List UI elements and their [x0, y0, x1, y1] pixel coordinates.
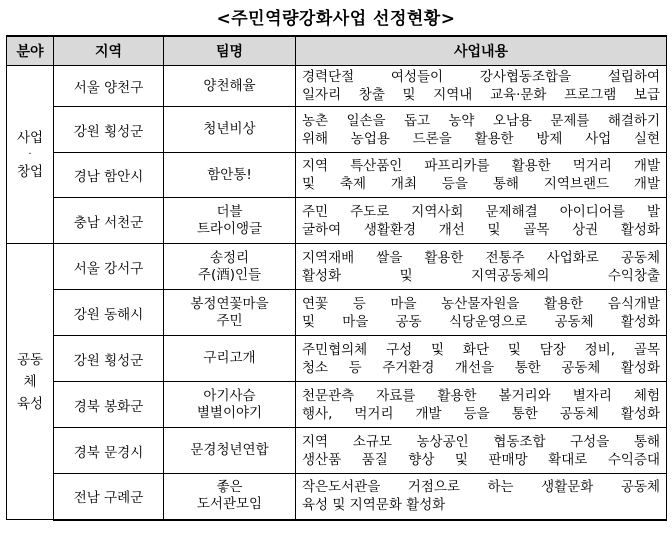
description-cell: [296, 474, 667, 520]
team-name: 양천해율: [203, 77, 256, 94]
category-text: 사업: [16, 129, 44, 146]
team-cell: [164, 474, 296, 520]
description-cell: [296, 66, 667, 107]
region-cell: 서울 양천구: [54, 66, 164, 107]
table-header-row: [7, 36, 667, 66]
team-cell: [164, 290, 296, 336]
category-text: 창업: [16, 163, 44, 180]
description-line: 굴하여 생활환경 개선 및 골목 상권 활성화: [302, 221, 660, 238]
team-cell: [164, 244, 296, 290]
team-cell: [164, 66, 296, 107]
region-cell: 경북 문경시: [54, 428, 164, 474]
description-cell: [296, 290, 667, 336]
team-cell: [164, 198, 296, 244]
category-cell: [7, 66, 54, 244]
table-row: [7, 66, 667, 107]
table-row: [7, 382, 667, 428]
header-team: 팀명: [164, 36, 296, 66]
team-cell: [164, 107, 296, 153]
team-name: 송정리: [209, 249, 250, 266]
region-cell: 강원 횡성군: [54, 336, 164, 382]
description-cell: [296, 153, 667, 198]
description-line: 지역 특산품인 파프리카를 활용한 먹거리 개발: [302, 158, 660, 174]
description-line: 행사, 먹거리 개발 등을 통한 공동체 활성화: [302, 405, 660, 422]
team-name: 아기사슴: [203, 387, 256, 404]
region-cell: 서울 강서구: [54, 244, 164, 290]
page-title: <주민역량강화사업 선정현황>: [216, 9, 456, 29]
team-name: 도서관모임: [196, 496, 263, 513]
team-name: 함안통!: [207, 166, 252, 183]
description-line: 활성화 및 지역공동체의 수익창출: [302, 267, 660, 284]
description-cell: [296, 198, 667, 244]
team-name: 구리고개: [203, 350, 256, 366]
table-row: [7, 336, 667, 382]
table-row: [7, 107, 667, 153]
team-cell: [164, 428, 296, 474]
description-line: 육성 및 지역문화 활성화: [302, 497, 446, 514]
category-text: 체: [23, 373, 37, 390]
header-region: 지역: [54, 36, 164, 66]
team-cell: [164, 153, 296, 198]
header-field: 분야: [7, 36, 54, 66]
description-line: 일자리 창출 및 지역내 교육·문화 프로그램 보급: [302, 87, 660, 103]
team-name: 트라이앵글: [196, 220, 263, 237]
table-row: [7, 244, 667, 290]
team-cell: [164, 382, 296, 428]
category-cell: [7, 244, 54, 520]
table-row: [7, 153, 667, 198]
team-name: 문경청년연합: [190, 442, 269, 458]
region-cell: 경남 함안시: [54, 153, 164, 198]
description-line: 주민 주도로 지역사회 문제해결 아이디어를 발: [302, 203, 660, 220]
team-name: 봉정연꽃마을: [190, 295, 269, 312]
team-name: 별별이야기: [196, 404, 263, 421]
description-line: 경력단절 여성들이 강사협동조합을 설립하여: [302, 69, 660, 85]
description-line: 생산품 품질 향상 및 판매망 확대로 수익증대: [302, 451, 660, 468]
description-line: 위해 농업용 드론을 활용한 방제 사업 실현: [302, 130, 660, 147]
selection-table: [6, 35, 667, 521]
description-line: 작은도서관을 거점으로 하는 생활문화 공동체: [302, 479, 660, 496]
description-line: 천문관측 자료를 활용한 볼거리와 별자리 체험: [302, 387, 660, 404]
team-name: 주민: [216, 312, 243, 329]
region-cell: 경북 봉화군: [54, 382, 164, 428]
region-cell: 전남 구례군: [54, 474, 164, 520]
description-cell: [296, 336, 667, 382]
table-row: [7, 290, 667, 336]
region-cell: 강원 횡성군: [54, 107, 164, 153]
team-name: 더블: [216, 203, 243, 220]
description-line: 지역재배 쌀을 활용한 전통주 사업화로 공동체: [302, 249, 660, 266]
description-line: 농촌 일손을 돕고 농약 오남용 문제를 해결하기: [302, 112, 660, 129]
description-line: 지역 소규모 농상공인 협동조합 구성을 통해: [302, 433, 660, 450]
region-cell: 충남 서천군: [54, 198, 164, 244]
description-cell: [296, 107, 667, 153]
team-cell: [164, 336, 296, 382]
description-line: 청소 등 주거환경 개선을 통한 공동체 활성화: [302, 359, 660, 376]
team-name: 주(酒)인들: [197, 266, 262, 283]
description-cell: [296, 244, 667, 290]
category-text: ·: [28, 148, 32, 160]
description-line: 연꽃 등 마을 농산물자원을 활용한 음식개발: [302, 295, 660, 312]
category-text: 육성: [16, 395, 44, 412]
description-line: 및 마을 공동 식당운영으로 공동체 활성화: [302, 313, 660, 330]
team-name: 청년비상: [203, 121, 256, 137]
table-row: [7, 198, 667, 244]
table-row: [7, 474, 667, 520]
header-description: 사업내용: [296, 36, 667, 66]
description-cell: [296, 382, 667, 428]
category-text: 공동: [16, 351, 44, 368]
description-cell: [296, 428, 667, 474]
table-row: [7, 428, 667, 474]
team-name: 좋은: [216, 479, 243, 496]
description-line: 및 축제 개최 등을 통해 지역브랜드 개발: [302, 176, 660, 192]
region-cell: 강원 동해시: [54, 290, 164, 336]
description-line: 주민협의체 구성 및 화단 및 담장 정비, 골목: [302, 341, 660, 358]
